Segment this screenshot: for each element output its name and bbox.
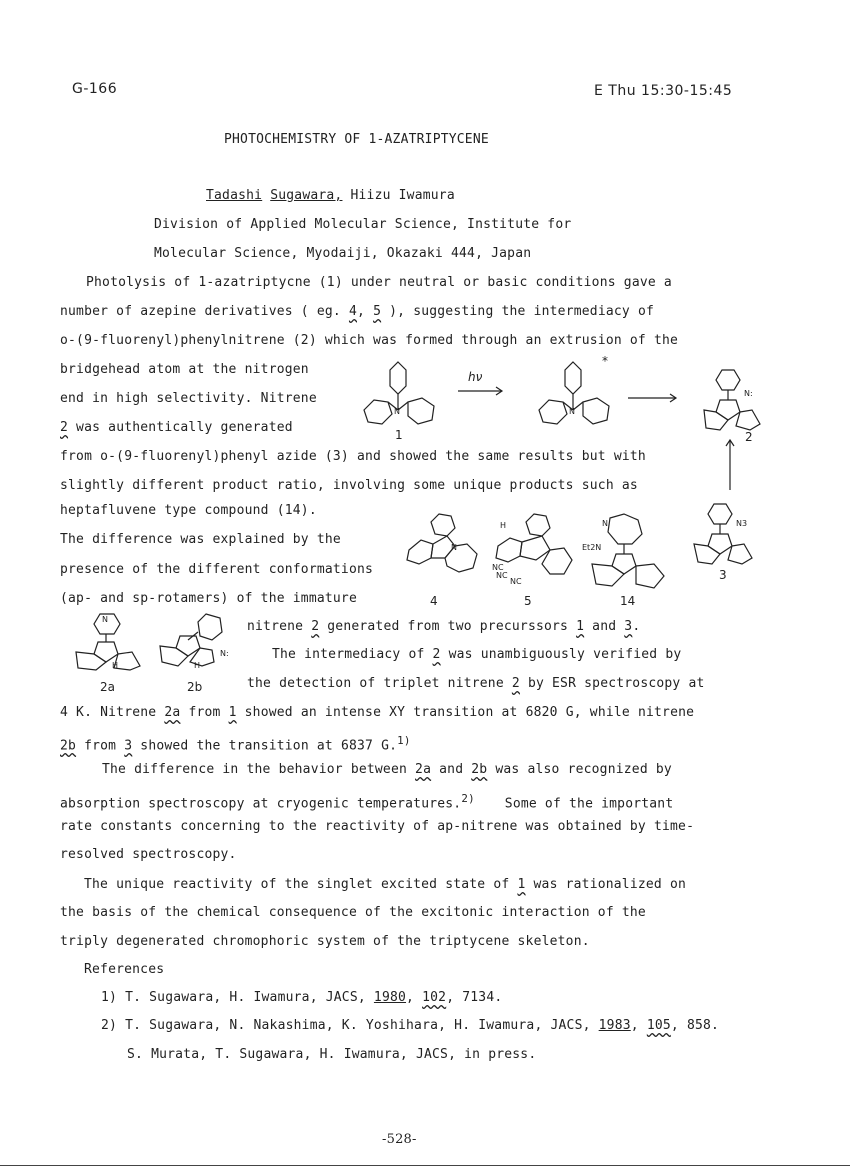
body-line: Photolysis of 1-azatriptycne (1) under neutral or basic conditions gave a — [86, 275, 672, 290]
svg-text:Et2N: Et2N — [582, 543, 602, 552]
body-line: from o-(9-fluorenyl)phenyl azide (3) and showed the same results but with — [60, 449, 646, 464]
body-line: rate constants concerning to the reactivity of ap-nitrene was obtained by time- — [60, 819, 695, 834]
svg-text:H: H — [194, 661, 201, 670]
session-time: E Thu 15:30-15:45 — [594, 83, 733, 99]
reference-3: S. Murata, T. Sugawara, H. Iwamura, JACS, in press. — [127, 1047, 537, 1062]
compound-ref: 2 — [60, 420, 69, 435]
hv-label: hν — [468, 370, 483, 384]
author-first-name: Tadashi — [206, 188, 263, 203]
compound-ref: 2 — [511, 676, 520, 691]
svg-text:NC: NC — [492, 563, 504, 572]
body-line: 2b from 3 showed the transition at 6837 G.$^{1)}$ — [60, 734, 411, 754]
body-line: bridgehead atom at the nitrogen — [60, 362, 309, 377]
compound-label-3: 3 — [719, 568, 727, 582]
svg-text:N: N — [394, 407, 400, 416]
body-line: triply degenerated chromophoric system of the triptycene skeleton. — [60, 934, 590, 949]
body-line: The intermediacy of 2 was unambiguously verified by — [272, 647, 682, 662]
svg-text:H: H — [112, 661, 119, 670]
body-line: o-(9-fluorenyl)phenylnitrene (2) which was formed through an extrusion of the — [60, 333, 679, 348]
body-line: The difference was explained by the — [60, 532, 341, 547]
body-line: 4 K. Nitrene 2a from 1 showed an intense XY transition at 6820 G, while nitrene — [60, 705, 695, 720]
page-number: -528- — [382, 1132, 417, 1147]
svg-text:N: N — [569, 407, 575, 416]
author-last-name: Sugawara, — [270, 188, 343, 203]
svg-text:NC: NC — [496, 571, 508, 580]
compound-ref: 3 — [124, 738, 133, 754]
body-line: heptafluvene type compound (14). — [60, 503, 317, 518]
svg-text:N: N — [451, 543, 457, 552]
compound-ref: 3 — [624, 619, 633, 634]
affiliation-line-2: Molecular Science, Myodaiji, Okazaki 444, Japan — [154, 246, 532, 261]
citation-mark: 2) — [461, 792, 475, 805]
compound-label-14: 14 — [620, 594, 636, 608]
compound-label-2b: 2b — [187, 680, 203, 694]
reaction-arrow — [628, 392, 678, 404]
body-line: The unique reactivity of the singlet excited state of 1 was rationalized on — [84, 877, 687, 892]
body-line: the basis of the chemical consequence of the excitonic interaction of the — [60, 905, 646, 920]
compound-ref: 5 — [373, 304, 382, 319]
structure-2a-ap-rotamer — [70, 610, 150, 670]
compound-ref: 2 — [432, 647, 441, 662]
body-line: absorption spectroscopy at cryogenic temperatures.$^{2)}$ Some of the important — [60, 792, 674, 812]
compound-ref: 2a — [164, 705, 181, 720]
compound-ref: 1 — [576, 619, 585, 634]
structure-14-heptafluvene — [582, 512, 672, 592]
structure-2-nitrene — [700, 366, 770, 436]
compound-label-4: 4 — [430, 594, 438, 608]
svg-text:N: N — [602, 519, 608, 528]
compound-ref: 1 — [517, 877, 526, 892]
references-heading: References — [84, 962, 165, 977]
body-line: 2 was authentically generated — [60, 420, 293, 435]
svg-text:N3: N3 — [736, 519, 748, 528]
compound-label-2: 2 — [745, 430, 753, 444]
structure-1-azatriptycene — [360, 358, 440, 428]
svg-text:N: N — [102, 615, 108, 624]
body-line: number of azepine derivatives ( eg. 4, 5 ), suggesting the intermediacy of — [60, 304, 655, 319]
svg-text:N:: N: — [744, 389, 753, 398]
compound-label-1: 1 — [395, 428, 403, 442]
compound-ref: 2b — [471, 762, 488, 777]
structure-3-azide — [690, 500, 770, 570]
reference-1: 1) T. Sugawara, H. Iwamura, JACS, 1980, 102, 7134. — [101, 990, 503, 1005]
abstract-code: G-166 — [72, 81, 118, 97]
compound-ref: 4 — [348, 304, 357, 319]
page-bottom-rule — [0, 1165, 850, 1166]
coauthor: Hiizu Iwamura — [342, 188, 455, 203]
body-line: slightly different product ratio, involving some unique products such as — [60, 478, 638, 493]
body-line: presence of the different conformations — [60, 562, 374, 577]
authors — [206, 188, 455, 204]
citation-mark: 1) — [397, 734, 411, 747]
reaction-arrow-up — [724, 438, 736, 492]
reaction-arrow — [458, 385, 504, 397]
body-line: end in high selectivity. Nitrene — [60, 391, 317, 406]
compound-ref: 2b — [60, 738, 77, 754]
body-line: resolved spectroscopy. — [60, 847, 237, 862]
compound-label-2a: 2a — [100, 680, 115, 694]
body-line: the detection of triplet nitrene 2 by ESR spectroscopy at — [247, 676, 705, 691]
compound-ref: 2 — [311, 619, 320, 634]
body-line: nitrene 2 generated from two precurssors 1 and 3. — [247, 619, 641, 634]
svg-text:NC: NC — [510, 577, 522, 586]
reference-2: 2) T. Sugawara, N. Nakashima, K. Yoshihara, H. Iwamura, JACS, 1983, 105, 858. — [101, 1018, 720, 1033]
structure-5-cyanoadduct — [490, 510, 580, 590]
svg-text:N:: N: — [220, 649, 229, 658]
body-line: (ap- and sp-rotamers) of the immature — [60, 591, 357, 606]
compound-ref: 2a — [415, 762, 432, 777]
paper-title: PHOTOCHEMISTRY OF 1-AZATRIPTYCENE — [224, 132, 489, 147]
affiliation-line-1: Division of Applied Molecular Science, Institute for — [154, 217, 572, 232]
structure-4-azepine — [405, 510, 485, 590]
svg-text:H: H — [500, 521, 507, 530]
excited-state-star: * — [602, 354, 608, 368]
compound-ref: 1 — [228, 705, 237, 720]
structure-1-excited — [535, 358, 615, 428]
body-line: The difference in the behavior between 2a and 2b was also recognized by — [102, 762, 672, 777]
compound-label-5: 5 — [524, 594, 532, 608]
structure-2b-sp-rotamer — [158, 610, 238, 670]
